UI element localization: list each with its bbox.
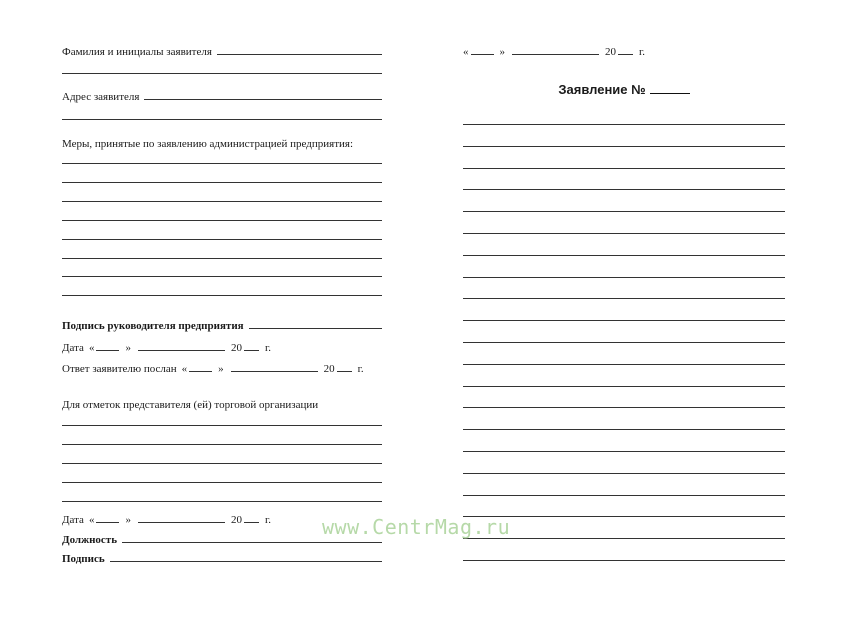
statement-title-text: Заявление №: [558, 82, 646, 97]
year-prefix: 20: [230, 342, 242, 354]
signature-label: Подпись: [62, 553, 105, 565]
year-prefix: 20: [323, 363, 335, 375]
year-suffix: г.: [357, 363, 364, 375]
date2-label: Дата: [62, 514, 84, 526]
statement-line[interactable]: [463, 168, 785, 169]
signature-field[interactable]: [110, 561, 382, 562]
statement-line[interactable]: [463, 211, 785, 212]
statement-line[interactable]: [463, 233, 785, 234]
year-prefix: 20: [605, 46, 616, 58]
month-field[interactable]: [138, 350, 225, 351]
notes-line[interactable]: [62, 444, 382, 445]
manager-signature-label: Подпись руководителя предприятия: [62, 320, 244, 332]
open-quote: «: [463, 46, 469, 58]
manager-signature-row: [62, 316, 382, 332]
manager-signature-field[interactable]: [249, 328, 382, 329]
measures-line[interactable]: [62, 220, 382, 221]
measures-line[interactable]: [62, 182, 382, 183]
measures-label: Меры, принятые по заявлению администрацией предприятия:: [62, 138, 354, 150]
statement-line[interactable]: [463, 342, 785, 343]
year-field[interactable]: [244, 350, 259, 351]
statement-line[interactable]: [463, 473, 785, 474]
reply-month-field[interactable]: [231, 371, 318, 372]
statement-date-row: [463, 42, 785, 58]
applicant-address-line-2[interactable]: [62, 119, 382, 120]
reply-sent-label: Ответ заявителю послан: [62, 363, 177, 375]
measures-line[interactable]: [62, 239, 382, 240]
right-page: [463, 0, 785, 620]
statement-line[interactable]: [463, 320, 785, 321]
applicant-name-label: Фамилия и инициалы заявителя: [62, 46, 212, 58]
measures-line[interactable]: [62, 276, 382, 277]
reply-sent-row: [62, 359, 382, 375]
reply-year-field[interactable]: [337, 371, 352, 372]
statement-line[interactable]: [463, 298, 785, 299]
statement-line[interactable]: [463, 538, 785, 539]
statement-number-field[interactable]: [650, 93, 690, 94]
measures-row: [62, 134, 382, 150]
statement-line[interactable]: [463, 560, 785, 561]
year-prefix: 20: [230, 514, 242, 526]
date-label: Дата: [62, 342, 84, 354]
month2-field[interactable]: [138, 522, 225, 523]
notes-line[interactable]: [62, 501, 382, 502]
applicant-address-field[interactable]: [144, 99, 382, 100]
statement-title: [463, 82, 785, 97]
watermark: www.CentrMag.ru: [322, 515, 511, 539]
open-quote: «: [88, 342, 95, 354]
day2-field[interactable]: [96, 522, 119, 523]
statement-line[interactable]: [463, 407, 785, 408]
applicant-address-row: [62, 87, 382, 103]
applicant-address-label: Адрес заявителя: [62, 91, 140, 103]
statement-day-field[interactable]: [471, 54, 494, 55]
close-quote: »: [125, 342, 131, 354]
reply-day-field[interactable]: [189, 371, 212, 372]
close-quote: »: [218, 363, 224, 375]
year-suffix: г.: [264, 514, 271, 526]
open-quote: «: [181, 363, 188, 375]
trade-org-notes-row: [62, 395, 382, 411]
statement-line[interactable]: [463, 255, 785, 256]
statement-year-field[interactable]: [618, 54, 633, 55]
notes-line[interactable]: [62, 425, 382, 426]
year2-field[interactable]: [244, 522, 259, 523]
applicant-name-row: [62, 42, 382, 58]
trade-org-notes-label: Для отметок представителя (ей) торговой организации: [62, 399, 319, 411]
applicant-name-line-2[interactable]: [62, 73, 382, 74]
close-quote: »: [499, 46, 505, 58]
applicant-name-field[interactable]: [217, 54, 382, 55]
open-quote: «: [88, 514, 95, 526]
statement-line[interactable]: [463, 146, 785, 147]
measures-line[interactable]: [62, 201, 382, 202]
year-suffix: г.: [264, 342, 271, 354]
measures-line[interactable]: [62, 163, 382, 164]
position-label: Должность: [62, 534, 118, 546]
close-quote: »: [125, 514, 131, 526]
statement-line[interactable]: [463, 495, 785, 496]
statement-line[interactable]: [463, 451, 785, 452]
statement-line[interactable]: [463, 189, 785, 190]
position-field[interactable]: [122, 542, 382, 543]
measures-line[interactable]: [62, 295, 382, 296]
notes-line[interactable]: [62, 482, 382, 483]
statement-line[interactable]: [463, 516, 785, 517]
measures-line[interactable]: [62, 258, 382, 259]
statement-line[interactable]: [463, 124, 785, 125]
year-suffix: г.: [639, 46, 646, 58]
statement-line[interactable]: [463, 364, 785, 365]
statement-line[interactable]: [463, 429, 785, 430]
signature-row: [62, 549, 382, 565]
notes-line[interactable]: [62, 463, 382, 464]
statement-line[interactable]: [463, 277, 785, 278]
statement-month-field[interactable]: [512, 54, 599, 55]
statement-line[interactable]: [463, 386, 785, 387]
day-field[interactable]: [96, 350, 119, 351]
date-row: [62, 338, 382, 354]
